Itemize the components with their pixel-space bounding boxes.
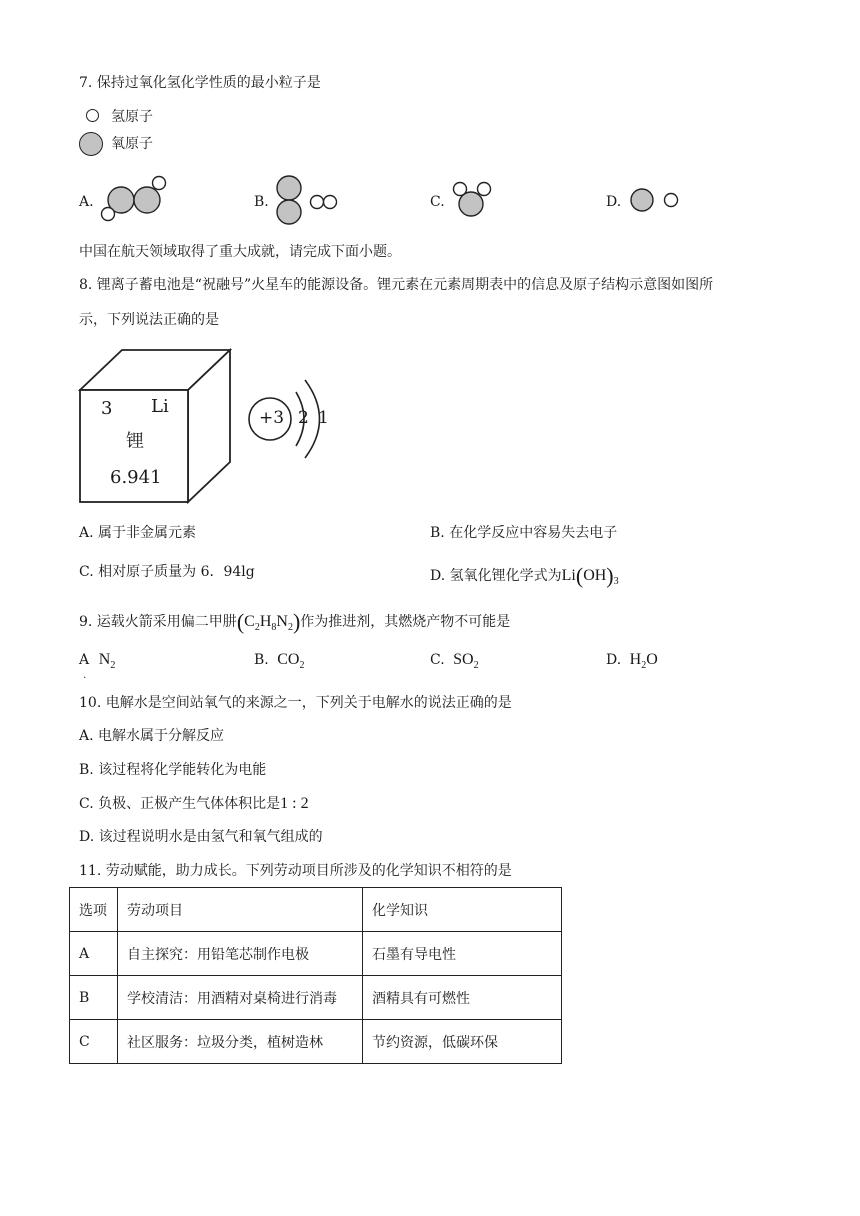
table-row: [70, 976, 562, 1020]
table-header-cell: 选项: [70, 888, 118, 932]
oxygen-atom-icon: [79, 132, 103, 156]
legend-oxygen-label: 氧原子: [111, 136, 153, 152]
q7-option-c-label[interactable]: C.: [430, 194, 445, 210]
q10-option-d[interactable]: D. 该过程说明水是由氢气和氧气组成的: [79, 829, 323, 845]
table-cell: 石墨有导电性: [363, 932, 562, 976]
shell-1-electrons: 2: [298, 408, 309, 428]
q7-option-d-molecule-icon: [626, 185, 686, 217]
shell-2-electrons: 1: [318, 408, 329, 428]
volume-ratio: 1 : 2: [280, 795, 309, 812]
q8-option-a[interactable]: A. 属于非金属元素: [79, 525, 197, 541]
element-atomic-mass: 6.941: [110, 467, 162, 488]
section-intro-text: 中国在航天领域取得了重大成就，请完成下面小题。: [79, 244, 401, 260]
hydrogen-atom-icon: [86, 109, 99, 122]
question-8-text-line2: 示，下列说法正确的是: [79, 312, 219, 328]
question-9-text: 9. 运载火箭采用偏二甲肼$(C_2H_8N_2)$作为推进剂，其燃烧产物不可能是: [79, 609, 511, 634]
table-cell: 自主探究：用铅笔芯制作电极: [118, 932, 363, 976]
q7-option-a-molecule-icon: [100, 172, 172, 222]
q9-option-d[interactable]: D. $H_2O$: [606, 651, 658, 672]
table-cell: B: [70, 976, 118, 1020]
table-row: [70, 932, 562, 976]
q10-option-c[interactable]: [79, 796, 309, 812]
q10-option-b[interactable]: B. 该过程将化学能转化为电能: [79, 762, 267, 778]
q8-option-d[interactable]: [430, 565, 619, 587]
table-cell: 节约资源，低碳环保: [363, 1020, 562, 1064]
q7-option-b-label[interactable]: B.: [254, 194, 269, 210]
table-header-cell: 劳动项目: [118, 888, 363, 932]
element-name: 锂: [126, 431, 144, 452]
q9-option-b[interactable]: B. $CO_2$: [254, 651, 305, 672]
question-11-text: 11. 劳动赋能，助力成长。下列劳动项目所涉及的化学知识不相符的是: [79, 863, 512, 879]
table-header-cell: 化学知识: [363, 888, 562, 932]
table-cell: C: [70, 1020, 118, 1064]
table-row: [70, 1020, 562, 1064]
question-8-text-line1: 8. 锂离子蓄电池是“祝融号”火星车的能源设备。锂元素在元素周期表中的信息及原子结构示意图如图所: [79, 277, 714, 293]
q7-option-d-label[interactable]: D.: [606, 194, 622, 210]
table-header-row: [70, 888, 562, 932]
lithium-hydroxide-formula: $Li(OH)_3$: [561, 563, 619, 588]
table-cell: 社区服务：垃圾分类，植树造林: [118, 1020, 363, 1064]
q8-option-c[interactable]: C. 相对原子质量为 6．94lg: [79, 564, 255, 580]
q10-option-a[interactable]: A. 电解水属于分解反应: [79, 728, 225, 744]
table-cell: 酒精具有可燃性: [363, 976, 562, 1020]
q8-option-b[interactable]: B. 在化学反应中容易失去电子: [430, 525, 618, 541]
question-10-text: 10. 电解水是空间站氧气的来源之一，下列关于电解水的说法正确的是: [79, 695, 512, 711]
q9-option-c[interactable]: C. $SO_2$: [430, 651, 479, 672]
q10-option-c-text: C. 负极、正极产生气体体积比是: [79, 796, 281, 812]
element-atomic-number: 3: [101, 398, 113, 419]
legend-hydrogen-label: 氢原子: [111, 109, 153, 125]
q9-option-a[interactable]: $A_.$ $N_2$: [79, 651, 116, 681]
q8-option-d-text: D. 氢氧化锂化学式为: [430, 568, 562, 584]
q7-option-a-label[interactable]: A.: [79, 194, 94, 210]
q7-option-b-molecule-icon: [274, 174, 344, 228]
element-symbol: Li: [151, 396, 169, 417]
udmh-formula: $(C_2H_8N_2)$: [236, 609, 301, 634]
nucleus-charge: +3: [259, 408, 285, 428]
labor-knowledge-table: [69, 887, 562, 1064]
table-cell: A: [70, 932, 118, 976]
q7-option-c-molecule-icon: [448, 178, 496, 222]
table-cell: 学校清洁：用酒精对桌椅进行消毒: [118, 976, 363, 1020]
question-7-text: 7. 保持过氧化氢化学性质的最小粒子是: [79, 75, 321, 91]
